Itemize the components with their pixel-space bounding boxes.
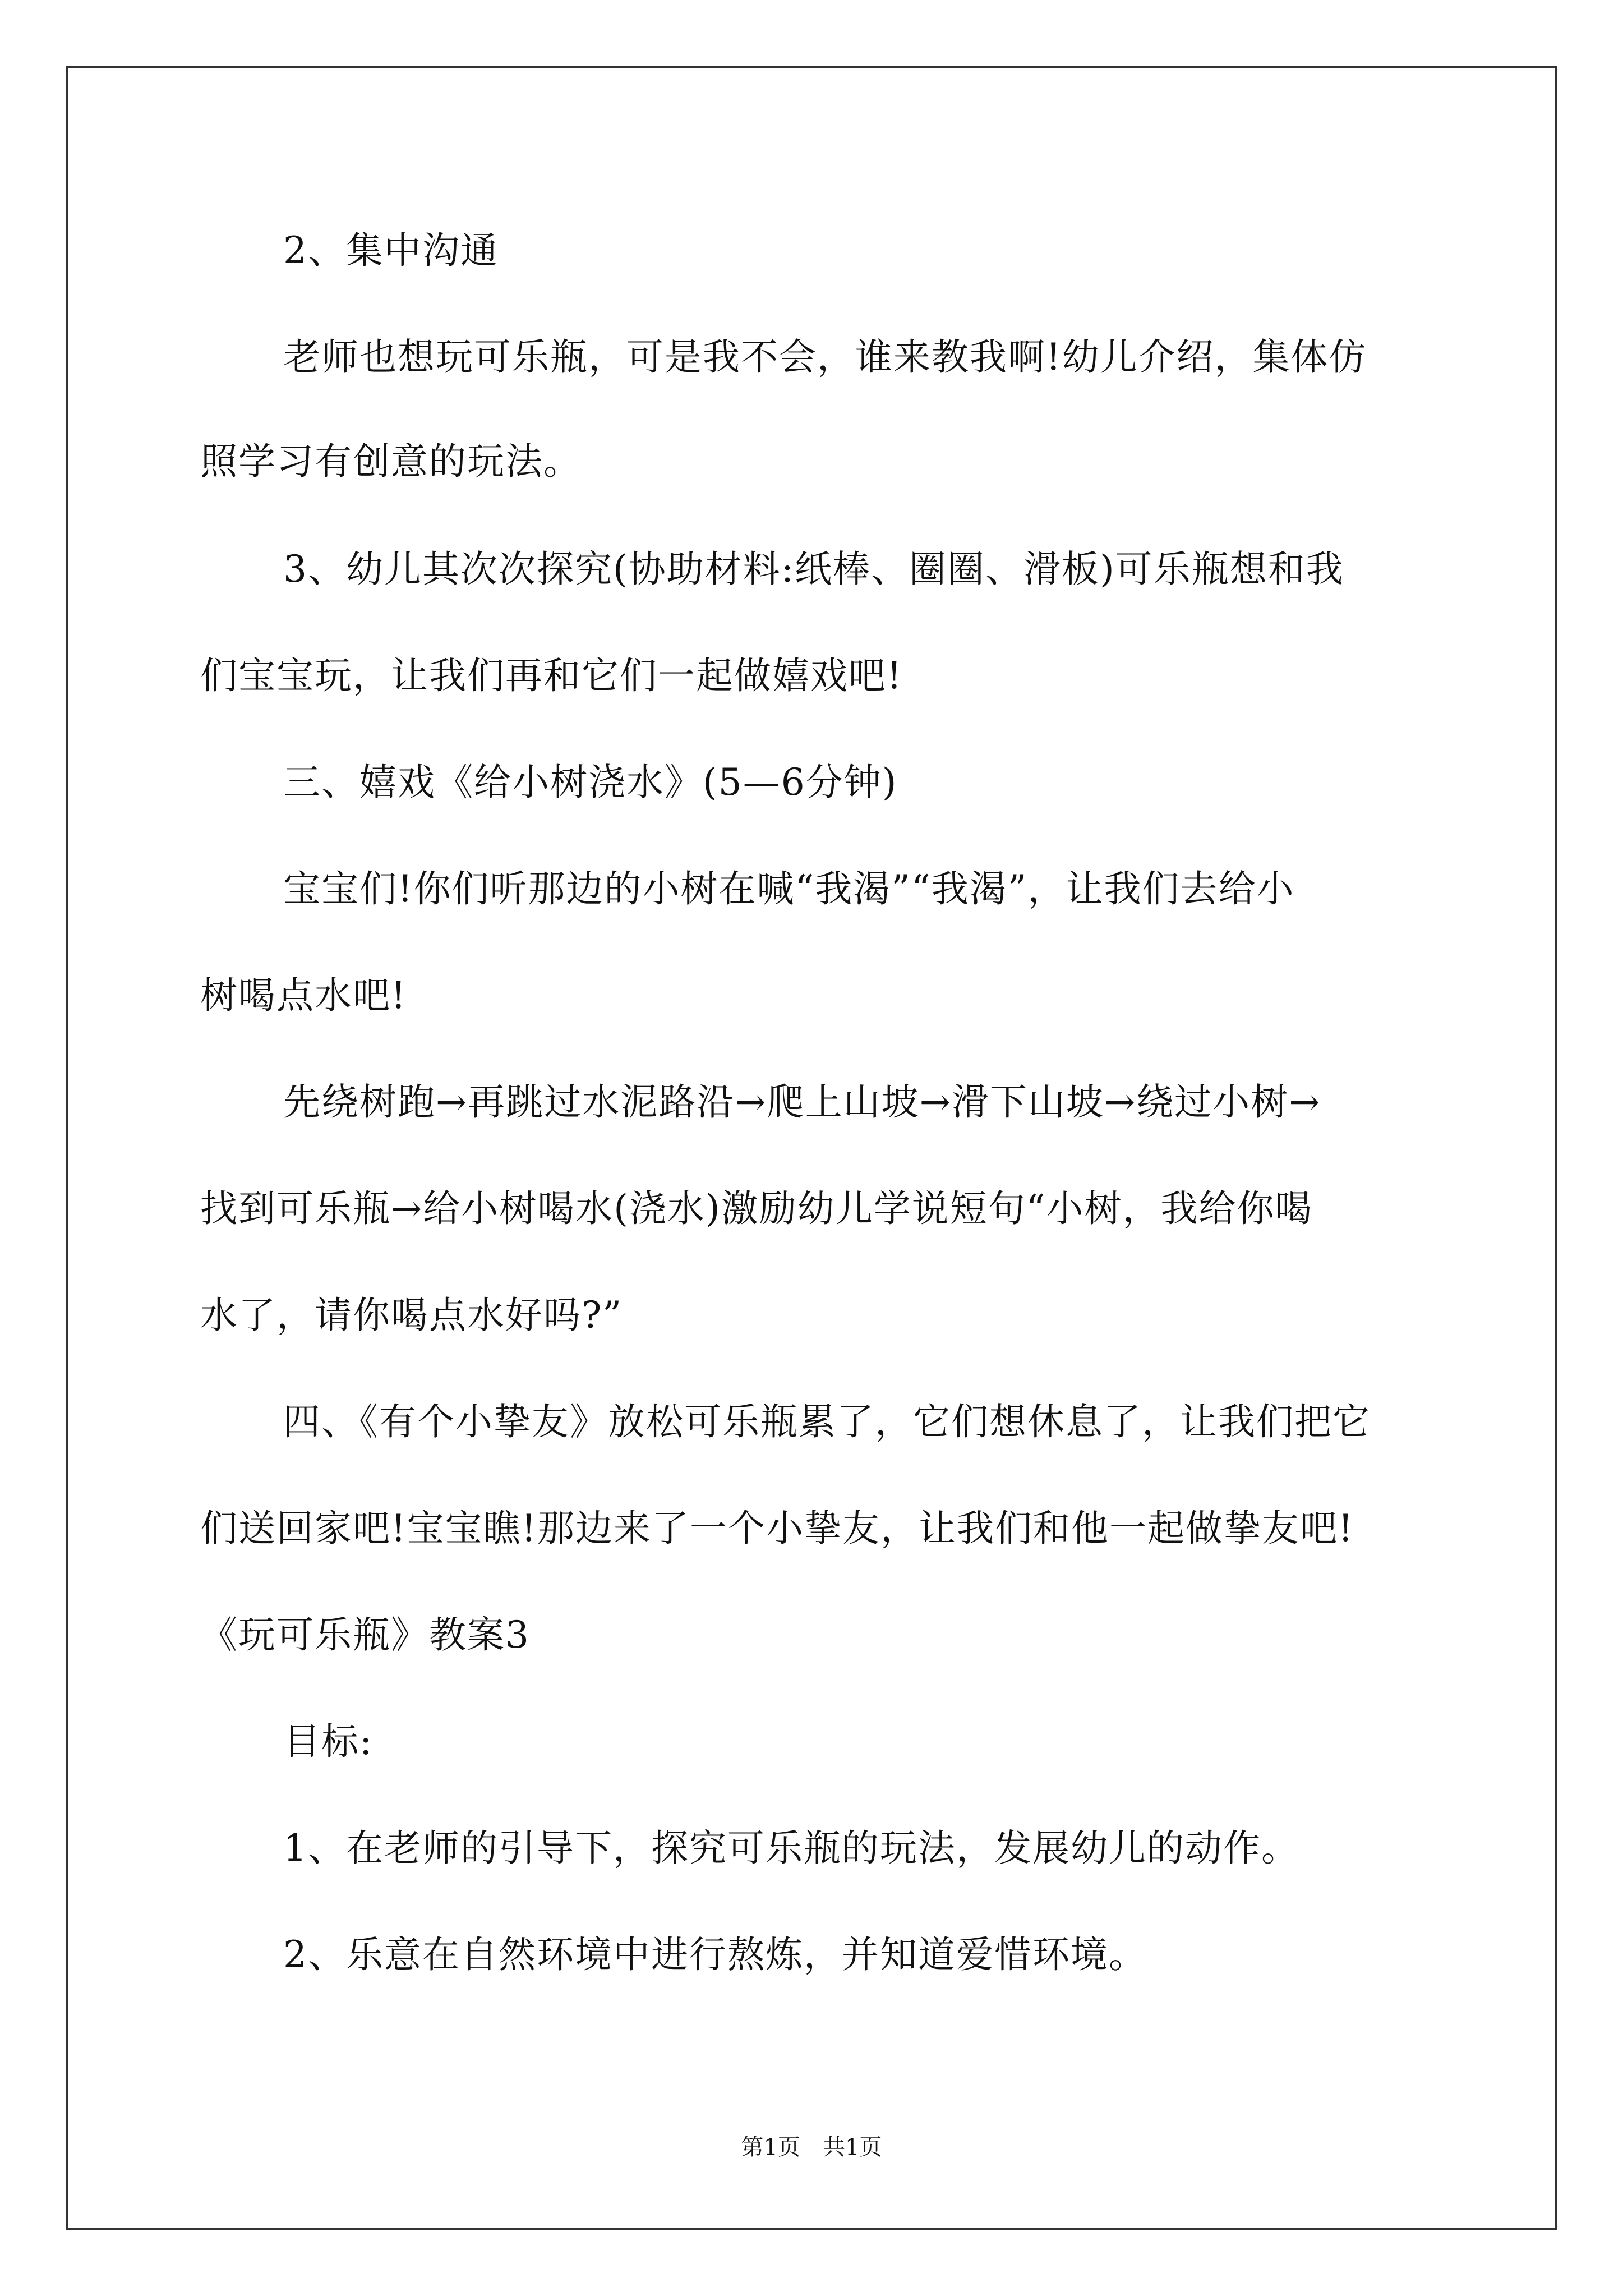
objective-item-1: 1、在老师的引导下，探究可乐瓶的玩法，发展幼儿的动作。 — [283, 1826, 1299, 1870]
paragraph-line: 们宝宝玩，让我们再和它们一起做嬉戏吧! — [200, 654, 903, 697]
paragraph-line: 水了，请你喝点水好吗?” — [200, 1294, 623, 1337]
paragraph-line: 树喝点水吧! — [200, 974, 407, 1017]
objective-item-2: 2、乐意在自然环境中进行熬炼，并知道爱惜环境。 — [283, 1933, 1147, 1976]
heading-centralized-communication: 2、集中沟通 — [283, 229, 499, 272]
page-border — [66, 66, 1557, 2230]
paragraph-line: 宝宝们!你们听那边的小树在喊“我渴”“我渴”，让我们去给小 — [283, 867, 1295, 910]
page-number-footer: 第1页 共1页 — [741, 2134, 882, 2160]
lesson-plan-title: 《玩可乐瓶》教案3 — [200, 1613, 530, 1657]
paragraph-line: 老师也想玩可乐瓶，可是我不会，谁来教我啊!幼儿介绍，集体仿 — [283, 335, 1367, 379]
paragraph-line: 先绕树跑→再跳过水泥路沿→爬上山坡→滑下山坡→绕过小树→ — [283, 1080, 1321, 1124]
paragraph-line: 照学习有创意的玩法。 — [200, 440, 582, 483]
objectives-label: 目标: — [283, 1720, 374, 1763]
paragraph-line: 3、幼儿其次次探究(协助材料:纸棒、圈圈、滑板)可乐瓶想和我 — [283, 547, 1344, 591]
section-heading-game: 三、嬉戏《给小树浇水》(5—6分钟) — [283, 761, 898, 804]
paragraph-line: 找到可乐瓶→给小树喝水(浇水)激励幼儿学说短句“小树，我给你喝 — [200, 1187, 1313, 1230]
section-heading-friend: 四、《有个小挚友》放松可乐瓶累了，它们想休息了，让我们把它 — [283, 1400, 1371, 1443]
paragraph-line: 们送回家吧!宝宝瞧!那边来了一个小挚友，让我们和他一起做挚友吧! — [200, 1507, 1354, 1550]
